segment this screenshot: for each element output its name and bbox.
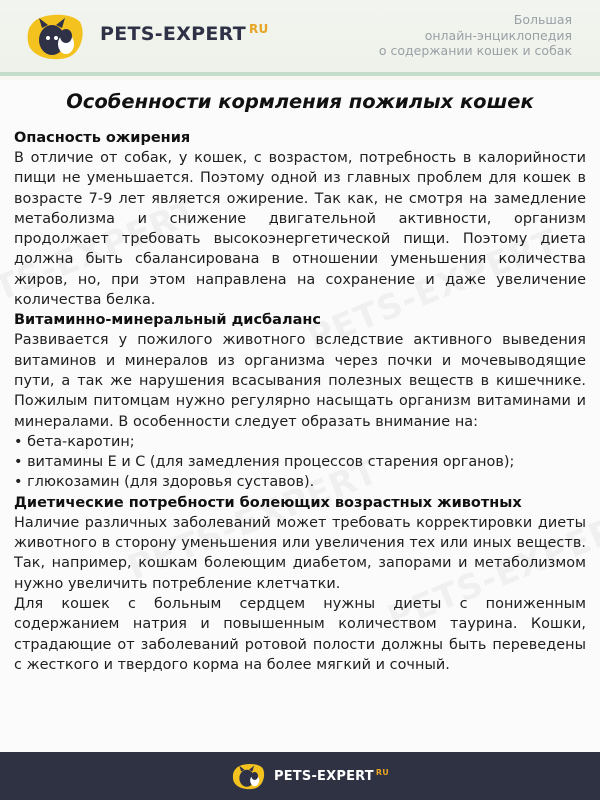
logo-text[interactable] (100, 22, 269, 45)
paragraph: Для кошек с больным сердцем нужны диеты с пониженным содержанием натрия и повышенным количеством таурина. Кошки, страдающие от заболеваний ротовой полости должны быть переведены с жесткого и твердого корма на более мягкий и сочный. (14, 595, 586, 673)
paragraph: Развивается у пожилого животного вследствие активного выведения витаминов и минералов из организма через почки и мочевыводящие пути, а так же нарушения всасывания полезных веществ в кишечнике. Пожилым питомцам нужно регулярно насыщать организм витаминами и минералами. В особенности следует образать внимание на: (14, 332, 586, 430)
section-heading: Опасность ожирения (14, 130, 191, 146)
logo-pets-icon[interactable] (26, 10, 86, 62)
footer-tld: RU (375, 768, 389, 777)
tagline-line: о содержании кошек и собак (378, 43, 572, 58)
article-title: Особенности кормления пожилых кошек (66, 90, 534, 113)
tagline-line: Большая (513, 12, 572, 27)
tagline-line: онлайн-энциклопедия (424, 27, 572, 43)
paragraph: В отличие от собак, у кошек, с возрастом, потребность в калорийности пищи не уменьшается. Поэтому одной из главных проблем для кошек в возрасте 7-9 лет является ожирение. Так как, не смотря на замедление метаболизма и снижение двигательной активности, организм продолжает требовать высокоэнергетической пищи. Поэтому диета должна быть сбалансирована в отношении уменьшения количества жиров, но, при этом направлена на сохранение и даже увеличение количества белка. (14, 150, 586, 309)
logo-brand: PETS-EXPERT (100, 23, 247, 45)
footer-logo-icon[interactable] (232, 761, 266, 791)
article-content (0, 80, 600, 752)
list-item: • глюкозамин (для здоровья суставов). (14, 472, 586, 492)
section-heading: Витаминно-минеральный дисбаланс (14, 312, 321, 329)
paragraph: Наличие различных заболеваний может требовать корректировки диеты животного в сторону уменьшения или увеличения тех или иных веществ. Так, например, кошкам болеющим диабетом, запорами и метаболизмом нужно увеличить потребление клетчатки. (14, 514, 586, 592)
footer-logo-text[interactable] (274, 768, 389, 784)
list-item: • бета-каротин; (14, 432, 586, 452)
footer-brand: PETS-EXPERT (274, 769, 374, 784)
site-footer (0, 752, 600, 800)
list-item: • витамины Е и С (для замедления процессов старения органов); (14, 452, 586, 472)
site-header (0, 0, 600, 76)
site-tagline (312, 12, 572, 59)
logo-tld: RU (249, 22, 269, 36)
section-heading: Диетические потребности болеющих возрастных животных (14, 494, 522, 511)
